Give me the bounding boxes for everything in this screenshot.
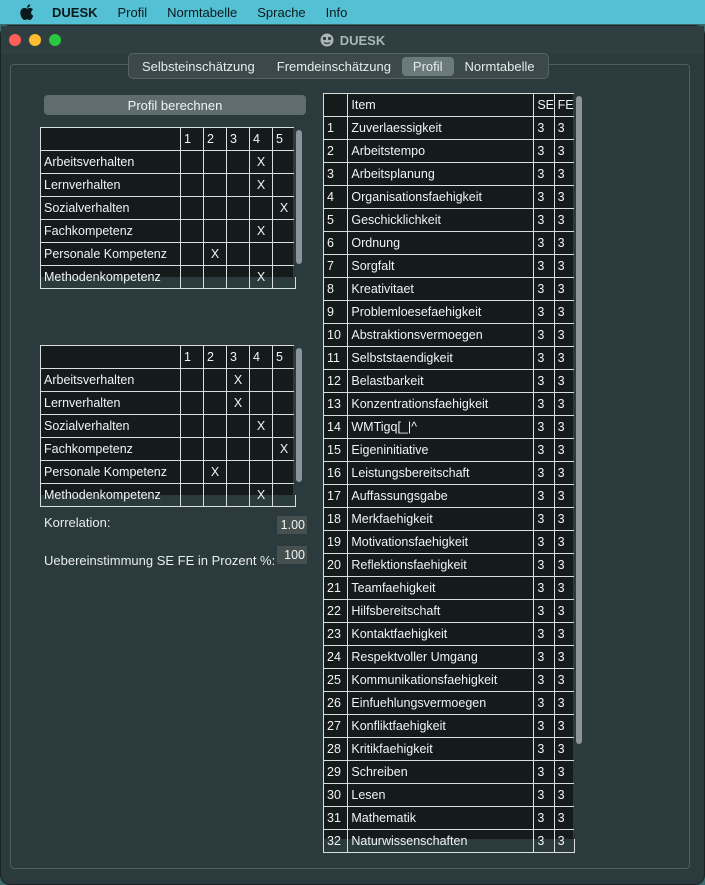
se-value[interactable]: 3 (534, 600, 554, 623)
item-name[interactable]: Arbeitstempo (348, 140, 534, 163)
rating-cell[interactable] (273, 484, 296, 507)
rating-cell[interactable] (181, 266, 204, 289)
rating-cell[interactable] (181, 392, 204, 415)
tab-selbsteinschaetzung[interactable]: Selbsteinschätzung (142, 58, 255, 74)
item-number[interactable]: 24 (324, 646, 348, 669)
rating-cell[interactable] (204, 220, 227, 243)
rating-cell[interactable]: X (204, 243, 227, 266)
table-row[interactable] (324, 554, 575, 577)
self-assessment-profile-table[interactable] (40, 127, 293, 284)
fe-value[interactable]: 3 (554, 301, 574, 324)
rating-cell[interactable] (250, 197, 273, 220)
menu-profil[interactable]: Profil (117, 4, 148, 20)
competence-label[interactable]: Fachkompetenz (41, 220, 181, 243)
item-name[interactable]: Kommunikationsfaehigkeit (348, 669, 534, 692)
rating-cell[interactable]: X (250, 174, 273, 197)
item-name[interactable]: Merkfaehigkeit (348, 508, 534, 531)
se-value[interactable]: 3 (534, 278, 554, 301)
rating-cell[interactable] (204, 197, 227, 220)
item-number[interactable]: 19 (324, 531, 348, 554)
rating-cell[interactable] (227, 151, 250, 174)
rating-cell[interactable] (273, 461, 296, 484)
menu-sprache[interactable]: Sprache (257, 4, 306, 20)
rating-cell[interactable] (227, 243, 250, 266)
se-value[interactable]: 3 (534, 830, 554, 853)
profile-row (41, 197, 296, 220)
item-name[interactable]: Hilfsbereitschaft (348, 600, 534, 623)
fe-value[interactable]: 3 (554, 439, 574, 462)
scale-header[interactable]: 1 (181, 346, 204, 369)
rating-cell[interactable]: X (273, 438, 296, 461)
scale-header[interactable]: 4 (250, 128, 273, 151)
fe-value[interactable]: 3 (554, 232, 574, 255)
se-value[interactable]: 3 (534, 393, 554, 416)
fe-value[interactable]: 3 (554, 531, 574, 554)
rating-cell[interactable] (273, 369, 296, 392)
item-name[interactable]: Kritikfaehigkeit (348, 738, 534, 761)
table-row[interactable] (324, 140, 575, 163)
item-name[interactable]: Problemloesefaehigkeit (348, 301, 534, 324)
rating-cell[interactable] (227, 220, 250, 243)
item-number[interactable]: 11 (324, 347, 348, 370)
item-number[interactable]: 7 (324, 255, 348, 278)
rating-cell[interactable] (227, 461, 250, 484)
table-row[interactable] (324, 531, 575, 554)
item-name[interactable]: WMTigq[_|^ (348, 416, 534, 439)
zoom-button[interactable] (49, 34, 61, 46)
competence-label[interactable]: Personale Kompetenz (41, 243, 181, 266)
item-number[interactable]: 9 (324, 301, 348, 324)
rating-cell[interactable]: X (273, 197, 296, 220)
item-name[interactable]: Leistungsbereitschaft (348, 462, 534, 485)
se-value[interactable]: 3 (534, 669, 554, 692)
item-number[interactable]: 8 (324, 278, 348, 301)
item-name[interactable]: Arbeitsplanung (348, 163, 534, 186)
item-name[interactable]: Belastbarkeit (348, 370, 534, 393)
se-value[interactable]: 3 (534, 186, 554, 209)
se-value[interactable]: 3 (534, 117, 554, 140)
table-row[interactable] (324, 669, 575, 692)
item-number[interactable]: 29 (324, 761, 348, 784)
fe-value[interactable]: 3 (554, 623, 574, 646)
app-menu[interactable]: DUESK (52, 4, 98, 20)
item-name[interactable]: Konzentrationsfaehigkeit (348, 393, 534, 416)
rating-cell[interactable] (181, 484, 204, 507)
item-name[interactable]: Sorgfalt (348, 255, 534, 278)
se-value[interactable]: 3 (534, 416, 554, 439)
fe-value[interactable]: 3 (554, 140, 574, 163)
rating-cell[interactable] (181, 415, 204, 438)
window-title: DUESK (339, 32, 386, 48)
fe-header[interactable]: FE (554, 94, 574, 117)
item-number[interactable]: 26 (324, 692, 348, 715)
rating-cell[interactable]: X (204, 461, 227, 484)
tab-normtabelle[interactable]: Normtabelle (464, 58, 535, 74)
fe-value[interactable]: 3 (554, 830, 574, 853)
table-row[interactable] (324, 761, 575, 784)
competence-label[interactable]: Fachkompetenz (41, 438, 181, 461)
se-value[interactable]: 3 (534, 807, 554, 830)
fe-value[interactable]: 3 (554, 761, 574, 784)
rating-cell[interactable] (204, 415, 227, 438)
profile-row (41, 484, 296, 507)
item-name[interactable]: Selbststaendigkeit (348, 347, 534, 370)
item-number[interactable]: 31 (324, 807, 348, 830)
menu-info[interactable]: Info (325, 4, 348, 20)
table-row[interactable] (324, 715, 575, 738)
rating-cell[interactable] (181, 220, 204, 243)
fe-value[interactable]: 3 (554, 784, 574, 807)
se-value[interactable]: 3 (534, 347, 554, 370)
rating-cell[interactable] (250, 461, 273, 484)
fe-value[interactable]: 3 (554, 324, 574, 347)
rating-cell[interactable] (273, 174, 296, 197)
profile-row (41, 174, 296, 197)
item-name[interactable]: Respektvoller Umgang (348, 646, 534, 669)
profile-row (41, 438, 296, 461)
item-number[interactable]: 16 (324, 462, 348, 485)
apple-icon[interactable] (20, 4, 34, 20)
fe-value[interactable]: 3 (554, 416, 574, 439)
correlation-label: Korrelation: (44, 515, 111, 530)
item-name[interactable]: Abstraktionsvermoegen (348, 324, 534, 347)
profile-row (41, 151, 296, 174)
items-scrollbar[interactable] (574, 93, 584, 839)
table-row[interactable] (324, 830, 575, 853)
item-name[interactable]: Geschicklichkeit (348, 209, 534, 232)
correlation-value: 1.00 (277, 516, 307, 534)
external-assessment-profile-table[interactable] (40, 345, 293, 502)
table-row[interactable] (324, 577, 575, 600)
rating-cell[interactable] (227, 266, 250, 289)
header-corner (41, 346, 181, 369)
tab-fremdeinschaetzung[interactable]: Fremdeinschätzung (276, 58, 391, 74)
menu-normtabelle[interactable]: Normtabelle (167, 4, 238, 20)
rating-cell[interactable] (273, 266, 296, 289)
table-row[interactable] (324, 186, 575, 209)
rating-cell[interactable]: X (250, 151, 273, 174)
profile-row (41, 461, 296, 484)
scale-header[interactable]: 1 (181, 128, 204, 151)
fe-value[interactable]: 3 (554, 646, 574, 669)
profile-row (41, 220, 296, 243)
fe-value[interactable]: 3 (554, 738, 574, 761)
item-name[interactable]: Kontaktfaehigkeit (348, 623, 534, 646)
table-row[interactable] (324, 439, 575, 462)
close-button[interactable] (9, 34, 21, 46)
scale-header[interactable]: 5 (273, 346, 296, 369)
rating-cell[interactable] (204, 369, 227, 392)
minimize-button[interactable] (29, 34, 41, 46)
item-number[interactable]: 27 (324, 715, 348, 738)
scale-header[interactable]: 2 (204, 346, 227, 369)
competence-label[interactable]: Methodenkompetenz (41, 484, 181, 507)
item-number[interactable]: 22 (324, 600, 348, 623)
rating-cell[interactable]: X (227, 392, 250, 415)
se-header[interactable]: SE (534, 94, 554, 117)
fe-value[interactable]: 3 (554, 462, 574, 485)
fe-value[interactable]: 3 (554, 485, 574, 508)
rating-cell[interactable] (273, 220, 296, 243)
table-row[interactable] (324, 370, 575, 393)
rating-cell[interactable] (227, 438, 250, 461)
rating-cell[interactable] (204, 174, 227, 197)
se-value[interactable]: 3 (534, 232, 554, 255)
fe-value[interactable]: 3 (554, 255, 574, 278)
fe-value[interactable]: 3 (554, 715, 574, 738)
rating-cell[interactable] (181, 243, 204, 266)
fe-value[interactable]: 3 (554, 163, 574, 186)
rating-cell[interactable] (227, 484, 250, 507)
se-value[interactable]: 3 (534, 301, 554, 324)
item-number[interactable]: 20 (324, 554, 348, 577)
title-bar (1, 26, 704, 54)
scrollbar-thumb[interactable] (296, 130, 302, 264)
se-value[interactable]: 3 (534, 784, 554, 807)
self-assessment-scrollbar[interactable] (294, 127, 304, 277)
rating-cell[interactable] (273, 151, 296, 174)
fe-value[interactable]: 3 (554, 278, 574, 301)
rating-cell[interactable] (204, 484, 227, 507)
rating-cell[interactable] (181, 151, 204, 174)
competence-label[interactable]: Sozialverhalten (41, 197, 181, 220)
table-row[interactable] (324, 623, 575, 646)
item-number[interactable]: 10 (324, 324, 348, 347)
se-value[interactable]: 3 (534, 209, 554, 232)
rating-cell[interactable] (181, 438, 204, 461)
table-row[interactable] (324, 646, 575, 669)
fe-value[interactable]: 3 (554, 554, 574, 577)
item-name[interactable]: Schreiben (348, 761, 534, 784)
profile-row (41, 415, 296, 438)
scale-header[interactable]: 3 (227, 346, 250, 369)
fe-value[interactable]: 3 (554, 577, 574, 600)
compute-profile-button[interactable]: Profil berechnen (44, 95, 306, 115)
rating-cell[interactable] (181, 461, 204, 484)
rating-cell[interactable] (250, 392, 273, 415)
se-value[interactable]: 3 (534, 761, 554, 784)
item-number[interactable]: 17 (324, 485, 348, 508)
fe-value[interactable]: 3 (554, 370, 574, 393)
table-row[interactable] (324, 347, 575, 370)
item-name[interactable]: Naturwissenschaften (348, 830, 534, 853)
se-value[interactable]: 3 (534, 692, 554, 715)
table-row[interactable] (324, 393, 575, 416)
item-number[interactable]: 25 (324, 669, 348, 692)
rating-cell[interactable] (204, 151, 227, 174)
competence-label[interactable]: Lernverhalten (41, 392, 181, 415)
item-name[interactable]: Kreativitaet (348, 278, 534, 301)
item-name[interactable]: Reflektionsfaehigkeit (348, 554, 534, 577)
profile-row (41, 266, 296, 289)
se-value[interactable]: 3 (534, 255, 554, 278)
fe-value[interactable]: 3 (554, 508, 574, 531)
table-row[interactable] (324, 209, 575, 232)
item-number[interactable]: 5 (324, 209, 348, 232)
se-value[interactable]: 3 (534, 140, 554, 163)
item-name[interactable]: Ordnung (348, 232, 534, 255)
table-row[interactable] (324, 163, 575, 186)
rating-cell[interactable]: X (250, 415, 273, 438)
agreement-label: Uebereinstimmung SE FE in Prozent %: (44, 553, 276, 568)
menu-bar (0, 0, 705, 24)
fe-value[interactable]: 3 (554, 669, 574, 692)
table-row[interactable] (324, 738, 575, 761)
item-name[interactable]: Motivationsfaehigkeit (348, 531, 534, 554)
rating-cell[interactable] (181, 174, 204, 197)
se-value[interactable]: 3 (534, 577, 554, 600)
item-name[interactable]: Organisationsfaehigkeit (348, 186, 534, 209)
profile-row (41, 243, 296, 266)
se-value[interactable]: 3 (534, 738, 554, 761)
profile-row (41, 369, 296, 392)
item-header[interactable]: Item (348, 94, 534, 117)
item-number[interactable]: 3 (324, 163, 348, 186)
table-row[interactable] (324, 485, 575, 508)
table-row[interactable] (324, 508, 575, 531)
table-row[interactable] (324, 301, 575, 324)
item-name[interactable]: Auffassungsgabe (348, 485, 534, 508)
table-row[interactable] (324, 117, 575, 140)
se-value[interactable]: 3 (534, 370, 554, 393)
item-number[interactable]: 12 (324, 370, 348, 393)
table-row[interactable] (324, 232, 575, 255)
fe-value[interactable]: 3 (554, 600, 574, 623)
rating-cell[interactable] (181, 369, 204, 392)
se-value[interactable]: 3 (534, 163, 554, 186)
rating-cell[interactable] (204, 438, 227, 461)
rating-cell[interactable] (204, 266, 227, 289)
scale-header[interactable]: 4 (250, 346, 273, 369)
se-value[interactable]: 3 (534, 554, 554, 577)
competence-label[interactable]: Lernverhalten (41, 174, 181, 197)
rating-cell[interactable] (273, 392, 296, 415)
rating-cell[interactable] (227, 174, 250, 197)
item-name[interactable]: Konfliktfaehigkeit (348, 715, 534, 738)
item-name[interactable]: Mathematik (348, 807, 534, 830)
app-logo-icon (320, 33, 334, 47)
window-controls (9, 34, 61, 46)
item-name[interactable]: Lesen (348, 784, 534, 807)
table-row[interactable] (324, 255, 575, 278)
item-name[interactable]: Einfuehlungsvermoegen (348, 692, 534, 715)
rating-cell[interactable]: X (250, 220, 273, 243)
external-assessment-scrollbar[interactable] (294, 345, 304, 495)
rating-cell[interactable] (250, 438, 273, 461)
fe-value[interactable]: 3 (554, 117, 574, 140)
rating-cell[interactable] (181, 197, 204, 220)
se-value[interactable]: 3 (534, 508, 554, 531)
scale-header[interactable]: 3 (227, 128, 250, 151)
item-number[interactable]: 1 (324, 117, 348, 140)
rating-cell[interactable] (273, 243, 296, 266)
item-number[interactable]: 6 (324, 232, 348, 255)
rating-cell[interactable] (250, 369, 273, 392)
scrollbar-thumb[interactable] (576, 96, 582, 744)
item-number[interactable]: 28 (324, 738, 348, 761)
rating-cell[interactable] (250, 243, 273, 266)
rating-cell[interactable] (227, 197, 250, 220)
competence-label[interactable]: Arbeitsverhalten (41, 151, 181, 174)
se-value[interactable]: 3 (534, 462, 554, 485)
scrollbar-thumb[interactable] (296, 348, 302, 482)
table-row[interactable] (324, 807, 575, 830)
item-number[interactable]: 18 (324, 508, 348, 531)
item-name[interactable]: Zuverlaessigkeit (348, 117, 534, 140)
rating-cell[interactable]: X (250, 266, 273, 289)
item-number[interactable]: 2 (324, 140, 348, 163)
table-row[interactable] (324, 462, 575, 485)
se-value[interactable]: 3 (534, 715, 554, 738)
item-number[interactable]: 23 (324, 623, 348, 646)
profile-row (41, 392, 296, 415)
tab-profil[interactable]: Profil (402, 57, 454, 76)
table-row[interactable] (324, 416, 575, 439)
competence-label[interactable]: Arbeitsverhalten (41, 369, 181, 392)
scale-header[interactable]: 2 (204, 128, 227, 151)
items-table[interactable] (323, 93, 574, 848)
item-number[interactable]: 32 (324, 830, 348, 853)
competence-label[interactable]: Sozialverhalten (41, 415, 181, 438)
rating-cell[interactable]: X (250, 484, 273, 507)
table-row[interactable] (324, 324, 575, 347)
item-name[interactable]: Eigeninitiative (348, 439, 534, 462)
table-row[interactable] (324, 278, 575, 301)
competence-label[interactable]: Methodenkompetenz (41, 266, 181, 289)
number-header[interactable] (324, 94, 348, 117)
rating-cell[interactable] (204, 392, 227, 415)
item-number[interactable]: 30 (324, 784, 348, 807)
fe-value[interactable]: 3 (554, 209, 574, 232)
fe-value[interactable]: 3 (554, 393, 574, 416)
se-value[interactable]: 3 (534, 485, 554, 508)
se-value[interactable]: 3 (534, 646, 554, 669)
table-row[interactable] (324, 600, 575, 623)
fe-value[interactable]: 3 (554, 186, 574, 209)
tab-bar (128, 53, 549, 79)
se-value[interactable]: 3 (534, 531, 554, 554)
fe-value[interactable]: 3 (554, 692, 574, 715)
header-corner (41, 128, 181, 151)
competence-label[interactable]: Personale Kompetenz (41, 461, 181, 484)
scale-header[interactable]: 5 (273, 128, 296, 151)
table-row[interactable] (324, 784, 575, 807)
item-number[interactable]: 14 (324, 416, 348, 439)
se-value[interactable]: 3 (534, 623, 554, 646)
se-value[interactable]: 3 (534, 439, 554, 462)
fe-value[interactable]: 3 (554, 807, 574, 830)
agreement-value: 100 (277, 546, 307, 564)
item-number[interactable]: 4 (324, 186, 348, 209)
rating-cell[interactable] (273, 415, 296, 438)
item-name[interactable]: Teamfaehigkeit (348, 577, 534, 600)
item-number[interactable]: 21 (324, 577, 348, 600)
table-row[interactable] (324, 692, 575, 715)
fe-value[interactable]: 3 (554, 347, 574, 370)
se-value[interactable]: 3 (534, 324, 554, 347)
item-number[interactable]: 15 (324, 439, 348, 462)
rating-cell[interactable] (227, 415, 250, 438)
item-number[interactable]: 13 (324, 393, 348, 416)
rating-cell[interactable]: X (227, 369, 250, 392)
